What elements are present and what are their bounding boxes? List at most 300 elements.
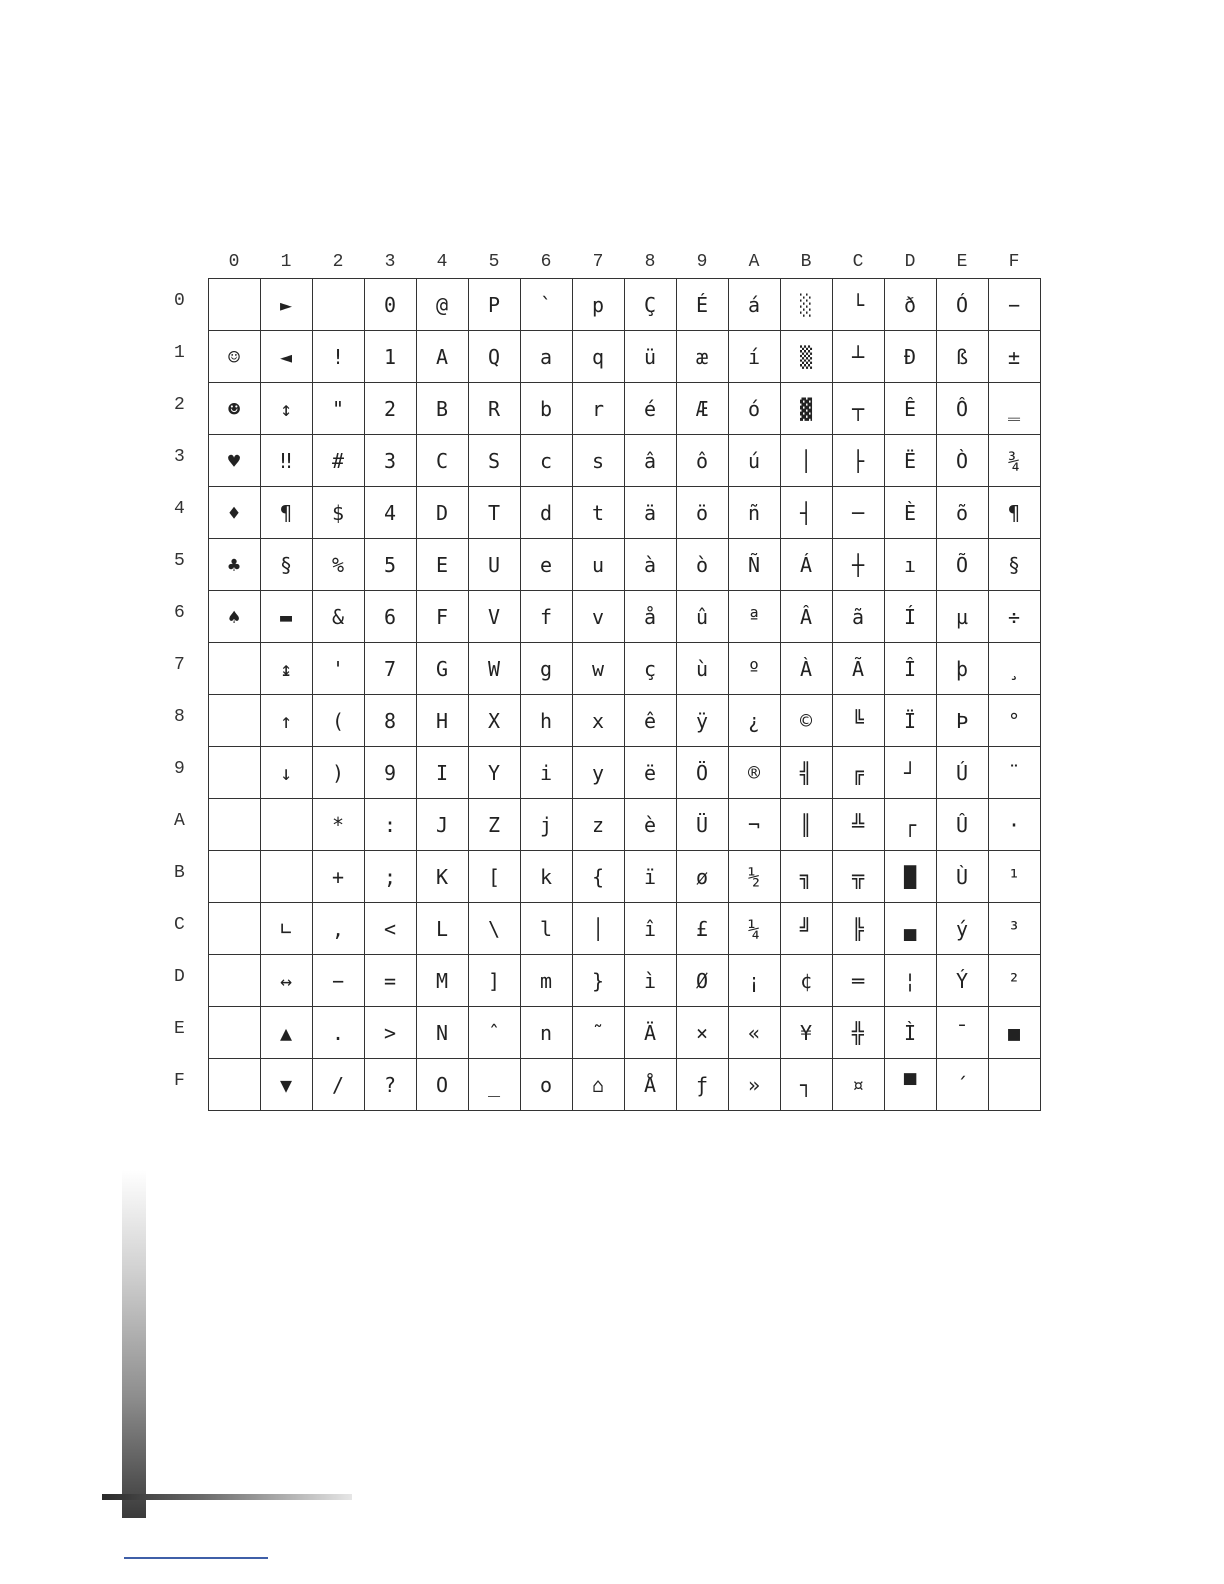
character-cell: ®	[728, 747, 780, 799]
character-cell: [	[468, 851, 520, 903]
character-cell: ║	[780, 799, 832, 851]
character-cell: ▲	[260, 1007, 312, 1059]
character-cell: s	[572, 435, 624, 487]
character-cell: á	[728, 279, 780, 331]
character-cell: ↔	[260, 955, 312, 1007]
character-cell: y	[572, 747, 624, 799]
character-cell: i	[520, 747, 572, 799]
character-cell: F	[416, 591, 468, 643]
table-row	[160, 851, 1040, 903]
character-cell: ì	[624, 955, 676, 1007]
character-cell: ¼	[728, 903, 780, 955]
character-cell: ¦	[884, 955, 936, 1007]
column-header: 4	[436, 252, 448, 272]
character-cell: R	[468, 383, 520, 435]
character-cell: T	[468, 487, 520, 539]
character-cell: Ì	[884, 1007, 936, 1059]
character-cell: ┐	[780, 1059, 832, 1111]
character-cell: ä	[624, 487, 676, 539]
character-cell: ├	[832, 435, 884, 487]
table-row	[160, 435, 1040, 487]
character-cell: ¤	[832, 1059, 884, 1111]
character-cell: ò	[676, 539, 728, 591]
character-cell: ┤	[780, 487, 832, 539]
row-header: 5	[174, 550, 185, 571]
character-cell: ¨	[988, 747, 1040, 799]
character-cell: ↓	[260, 747, 312, 799]
column-header: F	[1008, 252, 1020, 272]
character-cell: Ú	[936, 747, 988, 799]
character-cell: j	[520, 799, 572, 851]
character-cell: î	[624, 903, 676, 955]
row-header: F	[174, 1070, 185, 1091]
character-cell: (	[312, 695, 364, 747]
footer-underline	[124, 1557, 268, 1559]
character-cell: =	[364, 955, 416, 1007]
character-cell: .	[312, 1007, 364, 1059]
character-cell: Ä	[624, 1007, 676, 1059]
character-cell: ╔	[832, 747, 884, 799]
character-cell: 6	[364, 591, 416, 643]
character-cell: ┌	[884, 799, 936, 851]
character-cell: Ý	[936, 955, 988, 1007]
character-cell: "	[312, 383, 364, 435]
character-cell: ê	[624, 695, 676, 747]
character-cell: −	[988, 279, 1040, 331]
character-cell: ã	[832, 591, 884, 643]
character-cell: ▀	[884, 1059, 936, 1111]
character-cell: ©	[780, 695, 832, 747]
character-cell: ╚	[832, 695, 884, 747]
column-header: 8	[644, 252, 656, 272]
character-cell: æ	[676, 331, 728, 383]
character-cell: â	[624, 435, 676, 487]
character-cell: ÿ	[676, 695, 728, 747]
character-cell: ♦	[208, 487, 260, 539]
character-cell: M	[416, 955, 468, 1007]
character-cell	[208, 1059, 260, 1111]
character-cell: û	[676, 591, 728, 643]
character-cell: %	[312, 539, 364, 591]
character-cell: Q	[468, 331, 520, 383]
character-cell: ˆ	[468, 1007, 520, 1059]
character-cell: Ï	[884, 695, 936, 747]
character-cell	[260, 799, 312, 851]
character-cell: Z	[468, 799, 520, 851]
character-cell: 0	[364, 279, 416, 331]
character-cell: ¯	[936, 1007, 988, 1059]
character-cell: Ø	[676, 955, 728, 1007]
character-cell: I	[416, 747, 468, 799]
character-cell: ♥	[208, 435, 260, 487]
character-cell: ¶	[260, 487, 312, 539]
character-cell	[208, 903, 260, 955]
column-header: 2	[332, 252, 344, 272]
character-cell: D	[416, 487, 468, 539]
character-cell: Õ	[936, 539, 988, 591]
character-cell	[260, 851, 312, 903]
character-cell: é	[624, 383, 676, 435]
character-cell: ı	[884, 539, 936, 591]
row-header: C	[174, 914, 185, 935]
character-cell: º	[728, 643, 780, 695]
character-cell: ♠	[208, 591, 260, 643]
character-cell: Ô	[936, 383, 988, 435]
character-cell: >	[364, 1007, 416, 1059]
table-row	[160, 1059, 1040, 1111]
character-cell: »	[728, 1059, 780, 1111]
character-cell: ‼	[260, 435, 312, 487]
character-cell: ¸	[988, 643, 1040, 695]
character-cell: w	[572, 643, 624, 695]
character-cell: 7	[364, 643, 416, 695]
column-header: 9	[696, 252, 708, 272]
row-header: 2	[174, 394, 185, 415]
character-cell: H	[416, 695, 468, 747]
table-row	[160, 331, 1040, 383]
column-header: C	[852, 252, 864, 272]
character-cell: Â	[780, 591, 832, 643]
character-cell: t	[572, 487, 624, 539]
character-cell: c	[520, 435, 572, 487]
character-cell: È	[884, 487, 936, 539]
character-cell: §	[260, 539, 312, 591]
character-cell: ¡	[728, 955, 780, 1007]
row-header: B	[174, 862, 185, 883]
row-header: 3	[174, 446, 185, 467]
footer-rule	[102, 1494, 352, 1500]
character-cell: d	[520, 487, 572, 539]
character-cell: #	[312, 435, 364, 487]
row-header: A	[174, 810, 185, 831]
character-cell: ¹	[988, 851, 1040, 903]
character-cell: Á	[780, 539, 832, 591]
character-cell: ³	[988, 903, 1040, 955]
character-cell: è	[624, 799, 676, 851]
character-cell: ç	[624, 643, 676, 695]
character-cell	[208, 1007, 260, 1059]
character-cell: A	[416, 331, 468, 383]
column-header: D	[904, 252, 916, 272]
character-cell: £	[676, 903, 728, 955]
character-cell: ï	[624, 851, 676, 903]
character-cell: 1	[364, 331, 416, 383]
character-cell: ;	[364, 851, 416, 903]
character-cell: +	[312, 851, 364, 903]
character-cell: ╣	[780, 747, 832, 799]
character-cell: ÷	[988, 591, 1040, 643]
table-row	[160, 955, 1040, 1007]
character-cell: ö	[676, 487, 728, 539]
character-cell: V	[468, 591, 520, 643]
character-cell	[312, 279, 364, 331]
character-cell: ╩	[832, 799, 884, 851]
table-row	[160, 695, 1040, 747]
character-cell: ú	[728, 435, 780, 487]
row-header: D	[174, 966, 185, 987]
character-cell: \	[468, 903, 520, 955]
character-cell: Ù	[936, 851, 988, 903]
column-header: 0	[228, 252, 240, 272]
row-header: 4	[174, 498, 185, 519]
character-cell	[208, 799, 260, 851]
character-cell: ─	[832, 487, 884, 539]
character-cell: !	[312, 331, 364, 383]
character-cell: 5	[364, 539, 416, 591]
character-cell: │	[572, 903, 624, 955]
character-cell: ▄	[884, 903, 936, 955]
character-cell: ø	[676, 851, 728, 903]
character-cell	[208, 643, 260, 695]
character-cell	[208, 747, 260, 799]
character-cell: W	[468, 643, 520, 695]
character-cell: ═	[832, 955, 884, 1007]
character-cell: Ê	[884, 383, 936, 435]
character-cell: ■	[988, 1007, 1040, 1059]
character-cell: ¢	[780, 955, 832, 1007]
table-row	[160, 799, 1040, 851]
character-cell: í	[728, 331, 780, 383]
character-cell: ]	[468, 955, 520, 1007]
character-cell: @	[416, 279, 468, 331]
column-header: 7	[592, 252, 604, 272]
row-header: 9	[174, 758, 185, 779]
character-cell: ñ	[728, 487, 780, 539]
character-cell: n	[520, 1007, 572, 1059]
character-cell: e	[520, 539, 572, 591]
character-cell: └	[832, 279, 884, 331]
table-row	[160, 279, 1040, 331]
character-cell: m	[520, 955, 572, 1007]
character-cell: ┴	[832, 331, 884, 383]
character-cell: ,	[312, 903, 364, 955]
character-cell: ▼	[260, 1059, 312, 1111]
column-header: B	[800, 252, 812, 272]
character-cell: X	[468, 695, 520, 747]
character-cell: L	[416, 903, 468, 955]
character-cell: <	[364, 903, 416, 955]
character-cell: ╦	[832, 851, 884, 903]
table-row	[160, 643, 1040, 695]
column-header: 1	[280, 252, 292, 272]
row-header: 7	[174, 654, 185, 675]
character-cell: þ	[936, 643, 988, 695]
character-cell: ˜	[572, 1007, 624, 1059]
character-cell: &	[312, 591, 364, 643]
table-row	[160, 903, 1040, 955]
character-cell: Û	[936, 799, 988, 851]
character-cell: k	[520, 851, 572, 903]
character-cell: Í	[884, 591, 936, 643]
character-cell: }	[572, 955, 624, 1007]
character-cell: ¬	[728, 799, 780, 851]
character-cell: q	[572, 331, 624, 383]
character-cell: ¶	[988, 487, 1040, 539]
character-cell: °	[988, 695, 1040, 747]
column-header-row	[160, 228, 1040, 279]
character-cell: ◄	[260, 331, 312, 383]
character-cell: ▓	[780, 383, 832, 435]
character-cell: U	[468, 539, 520, 591]
table-row	[160, 1007, 1040, 1059]
character-cell: §	[988, 539, 1040, 591]
character-cell: Æ	[676, 383, 728, 435]
character-cell: ð	[884, 279, 936, 331]
character-cell: ô	[676, 435, 728, 487]
character-cell: ↑	[260, 695, 312, 747]
character-cell: v	[572, 591, 624, 643]
character-cell: ó	[728, 383, 780, 435]
character-cell: ª	[728, 591, 780, 643]
character-cell: {	[572, 851, 624, 903]
character-cell: ▒	[780, 331, 832, 383]
character-cell: x	[572, 695, 624, 747]
character-cell: ù	[676, 643, 728, 695]
table-row	[160, 747, 1040, 799]
character-cell: Ò	[936, 435, 988, 487]
character-cell: /	[312, 1059, 364, 1111]
page-side-bar	[122, 1170, 146, 1518]
column-header: E	[956, 252, 968, 272]
column-header: 3	[384, 252, 396, 272]
table-row	[160, 487, 1040, 539]
character-cell: Ç	[624, 279, 676, 331]
row-header: 0	[174, 290, 185, 311]
character-cell: *	[312, 799, 364, 851]
character-cell: ┼	[832, 539, 884, 591]
table-row	[160, 591, 1040, 643]
character-cell: ü	[624, 331, 676, 383]
character-cell: E	[416, 539, 468, 591]
character-cell: ┘	[884, 747, 936, 799]
character-cell: ²	[988, 955, 1040, 1007]
character-cell: ┬	[832, 383, 884, 435]
character-cell: ↕	[260, 383, 312, 435]
character-cell: Þ	[936, 695, 988, 747]
character-cell: P	[468, 279, 520, 331]
character-cell: ·	[988, 799, 1040, 851]
character-cell: ╝	[780, 903, 832, 955]
character-cell: █	[884, 851, 936, 903]
column-header: 5	[488, 252, 500, 272]
character-cell: ¥	[780, 1007, 832, 1059]
character-cell: │	[780, 435, 832, 487]
table-row	[160, 383, 1040, 435]
character-cell	[208, 851, 260, 903]
character-cell: u	[572, 539, 624, 591]
character-code-table	[160, 228, 1041, 1111]
character-cell	[208, 695, 260, 747]
column-header: 6	[540, 252, 552, 272]
character-cell	[208, 279, 260, 331]
character-cell: Y	[468, 747, 520, 799]
character-cell: 3	[364, 435, 416, 487]
character-cell: 4	[364, 487, 416, 539]
character-cell: Ð	[884, 331, 936, 383]
character-cell: ►	[260, 279, 312, 331]
character-cell: −	[312, 955, 364, 1007]
character-cell: g	[520, 643, 572, 695]
character-cell: z	[572, 799, 624, 851]
character-cell: ☺	[208, 331, 260, 383]
character-cell: ╠	[832, 903, 884, 955]
character-cell: µ	[936, 591, 988, 643]
character-cell: '	[312, 643, 364, 695]
character-cell: o	[520, 1059, 572, 1111]
character-cell: «	[728, 1007, 780, 1059]
character-cell: ‗	[988, 383, 1040, 435]
character-cell: :	[364, 799, 416, 851]
character-cell: ß	[936, 331, 988, 383]
character-cell: ½	[728, 851, 780, 903]
table-corner	[160, 228, 208, 279]
character-cell: a	[520, 331, 572, 383]
character-cell: )	[312, 747, 364, 799]
character-cell: K	[416, 851, 468, 903]
character-cell: å	[624, 591, 676, 643]
character-cell: ↨	[260, 643, 312, 695]
character-cell: ⌂	[572, 1059, 624, 1111]
character-cell: ♣	[208, 539, 260, 591]
character-cell: À	[780, 643, 832, 695]
character-cell: ░	[780, 279, 832, 331]
row-header: E	[174, 1018, 185, 1039]
character-cell: r	[572, 383, 624, 435]
character-cell: b	[520, 383, 572, 435]
character-cell: _	[468, 1059, 520, 1111]
row-header: 6	[174, 602, 185, 623]
character-cell: ±	[988, 331, 1040, 383]
character-cell: 8	[364, 695, 416, 747]
character-cell: 2	[364, 383, 416, 435]
character-cell: ╬	[832, 1007, 884, 1059]
character-cell: ?	[364, 1059, 416, 1111]
character-cell: Ñ	[728, 539, 780, 591]
column-header: A	[748, 252, 760, 272]
character-cell: õ	[936, 487, 988, 539]
character-cell: ∟	[260, 903, 312, 955]
character-cell: J	[416, 799, 468, 851]
character-cell: à	[624, 539, 676, 591]
character-cell: C	[416, 435, 468, 487]
character-cell: B	[416, 383, 468, 435]
character-cell: $	[312, 487, 364, 539]
character-cell: h	[520, 695, 572, 747]
character-cell: Ö	[676, 747, 728, 799]
character-cell: ë	[624, 747, 676, 799]
character-cell: Ü	[676, 799, 728, 851]
character-cell: O	[416, 1059, 468, 1111]
character-cell: N	[416, 1007, 468, 1059]
character-cell: ▬	[260, 591, 312, 643]
character-cell: ´	[936, 1059, 988, 1111]
table-body	[160, 279, 1040, 1111]
character-cell: `	[520, 279, 572, 331]
character-cell: ƒ	[676, 1059, 728, 1111]
character-cell: Ë	[884, 435, 936, 487]
character-cell: 9	[364, 747, 416, 799]
character-cell: É	[676, 279, 728, 331]
character-cell: ¿	[728, 695, 780, 747]
character-cell: Ã	[832, 643, 884, 695]
character-cell: G	[416, 643, 468, 695]
character-cell: Î	[884, 643, 936, 695]
character-cell: l	[520, 903, 572, 955]
table-row	[160, 539, 1040, 591]
row-header: 1	[174, 342, 185, 363]
character-cell	[988, 1059, 1040, 1111]
character-cell: ╗	[780, 851, 832, 903]
